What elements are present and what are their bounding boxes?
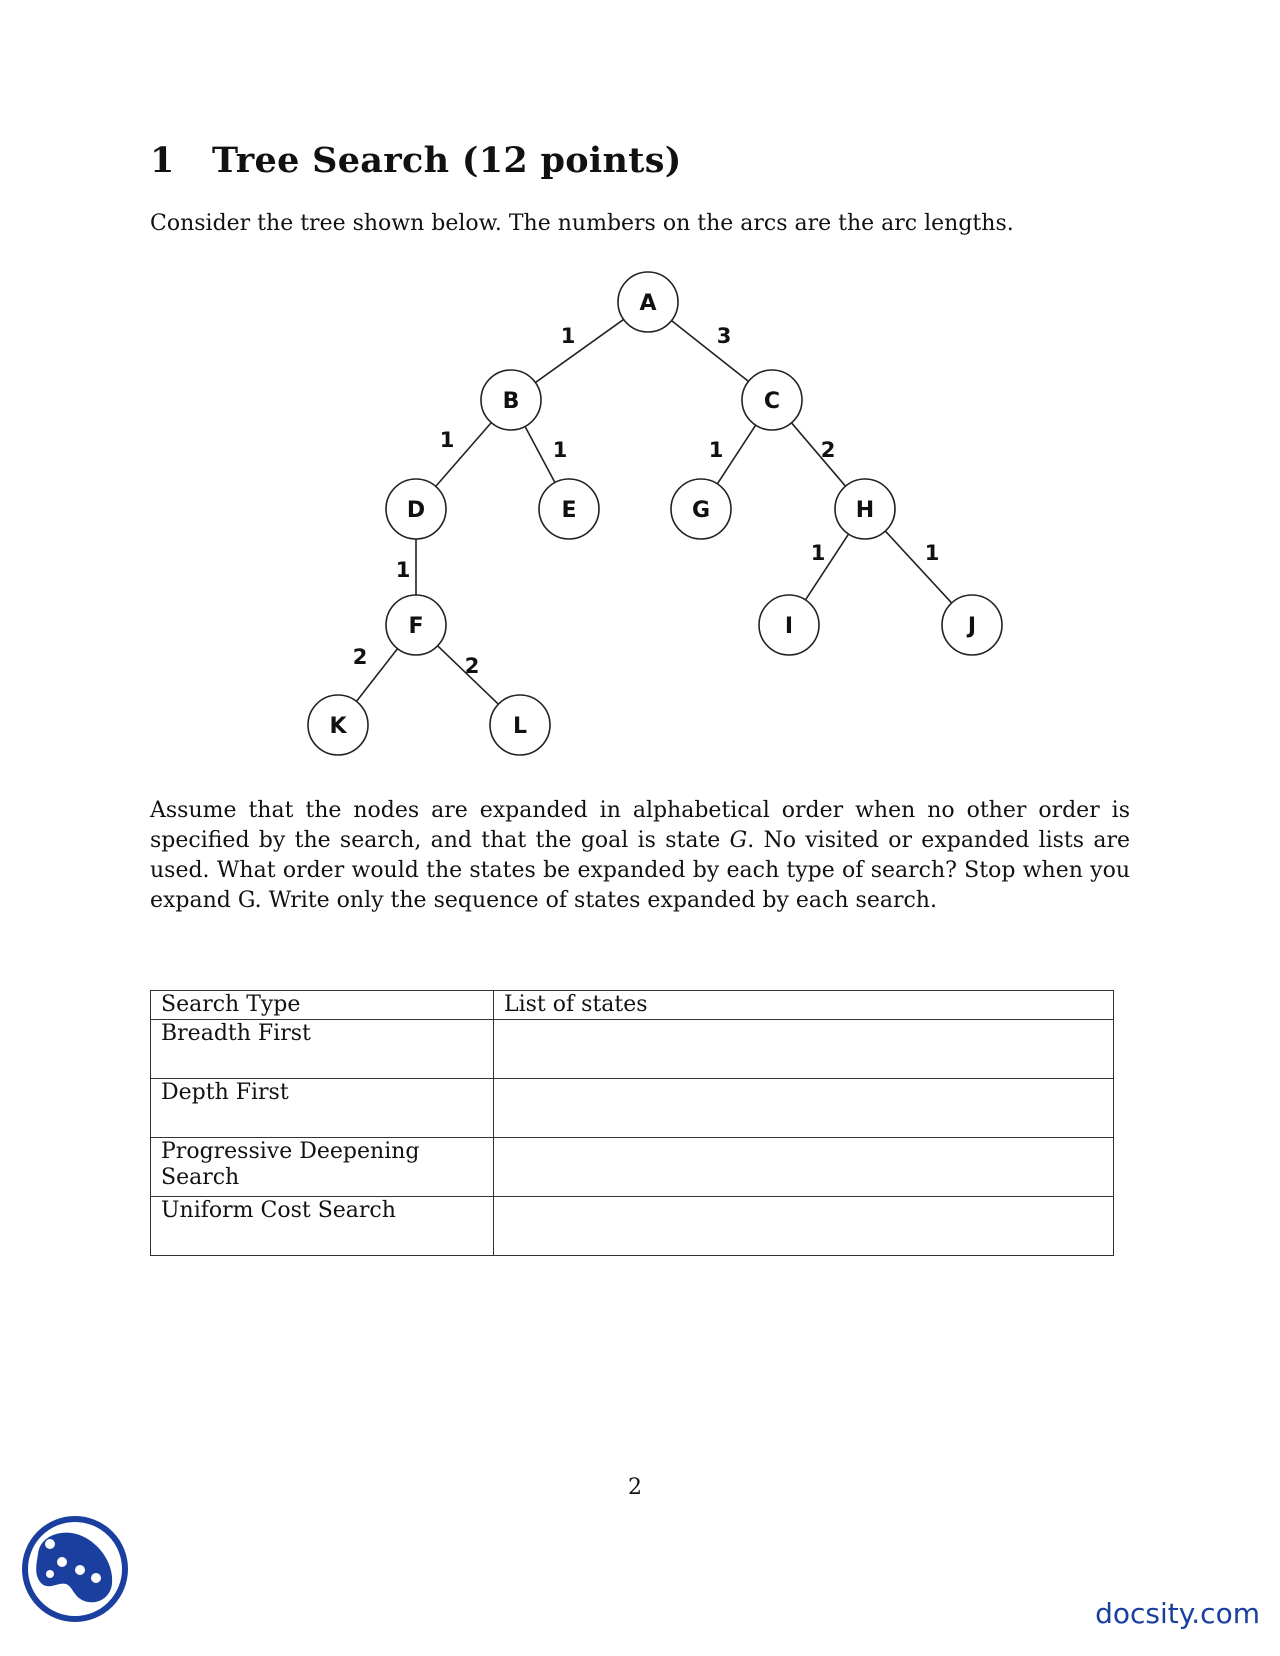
states-cell[interactable] [494,1020,1114,1079]
edge-length-label: 1 [552,438,568,462]
header-search-type: Search Type [151,991,494,1020]
intro-paragraph: Consider the tree shown below. The numbers on the arcs are the arc lengths. [150,211,1014,236]
tree-node-c [742,370,802,430]
tree-node-g [671,479,731,539]
docsity-brand[interactable]: docsity.com [1095,1597,1260,1630]
edge-length-label: 2 [820,438,836,462]
table-row [151,1020,1114,1079]
tree-node-label: E [561,498,577,523]
tree-node-label: D [406,498,426,523]
tree-node-a [618,272,678,332]
search-type-cell: Breadth First [151,1020,494,1079]
section-number: 1 [150,140,175,181]
tree-node-h [835,479,895,539]
table-row [151,1138,1114,1197]
page-number: 2 [628,1475,642,1500]
goal-state: G [729,828,748,853]
instructions-text-1: Assume that the nodes are expanded in alphabetical order when no other order is specified by the search, and that the goal is state [150,798,1130,853]
tree-edge-b-e [525,426,555,482]
tree-node-d [386,479,446,539]
tree-node-label: L [512,714,528,739]
tree-edge-a-c [672,321,749,382]
table-header-row [151,991,1114,1020]
tree-node-label: B [502,389,520,414]
section-title: Tree Search (12 points) [212,140,682,181]
tree-node-l [490,695,550,755]
tree-node-j [942,595,1002,655]
instructions-text-2: . No visited or expanded lists are used. What order would the states be expanded by each type of search? Stop when you expand G. Write only the sequence of states expanded by each search. [150,828,1130,913]
tree-node-label: K [329,714,347,739]
states-cell[interactable] [494,1197,1114,1256]
tree-node-f [386,595,446,655]
instructions-paragraph [150,796,1130,916]
edge-length-label: 1 [810,541,826,565]
table-row [151,1197,1114,1256]
tree-node-b [481,370,541,430]
search-type-cell: Uniform Cost Search [151,1197,494,1256]
edge-length-label: 2 [464,654,480,678]
answer-table [150,990,1114,1256]
tree-node-e [539,479,599,539]
header-list-of-states: List of states [494,991,1114,1020]
docsity-logo-icon [20,1514,130,1624]
tree-node-label: C [763,389,781,414]
table-row [151,1079,1114,1138]
edge-length-label: 1 [395,558,411,582]
edge-length-label: 2 [352,645,368,669]
search-type-cell: Progressive Deepening Search [151,1138,494,1197]
tree-diagram [0,0,1280,780]
search-type-cell: Depth First [151,1079,494,1138]
tree-edge-h-j [885,531,951,603]
edge-length-label: 1 [560,324,576,348]
tree-node-label: J [967,614,977,639]
tree-node-i [759,595,819,655]
edge-length-label: 3 [716,324,732,348]
edge-length-label: 1 [439,428,455,452]
tree-node-label: H [855,498,875,523]
edge-length-label: 1 [708,438,724,462]
edge-length-label: 1 [924,541,940,565]
tree-node-label: F [408,614,424,639]
states-cell[interactable] [494,1079,1114,1138]
tree-node-label: A [639,291,657,316]
states-cell[interactable] [494,1138,1114,1197]
tree-node-k [308,695,368,755]
tree-edge-c-h [791,423,845,486]
tree-node-label: I [784,614,794,639]
tree-node-label: G [691,498,711,523]
tree-edge-a-b [535,319,623,382]
